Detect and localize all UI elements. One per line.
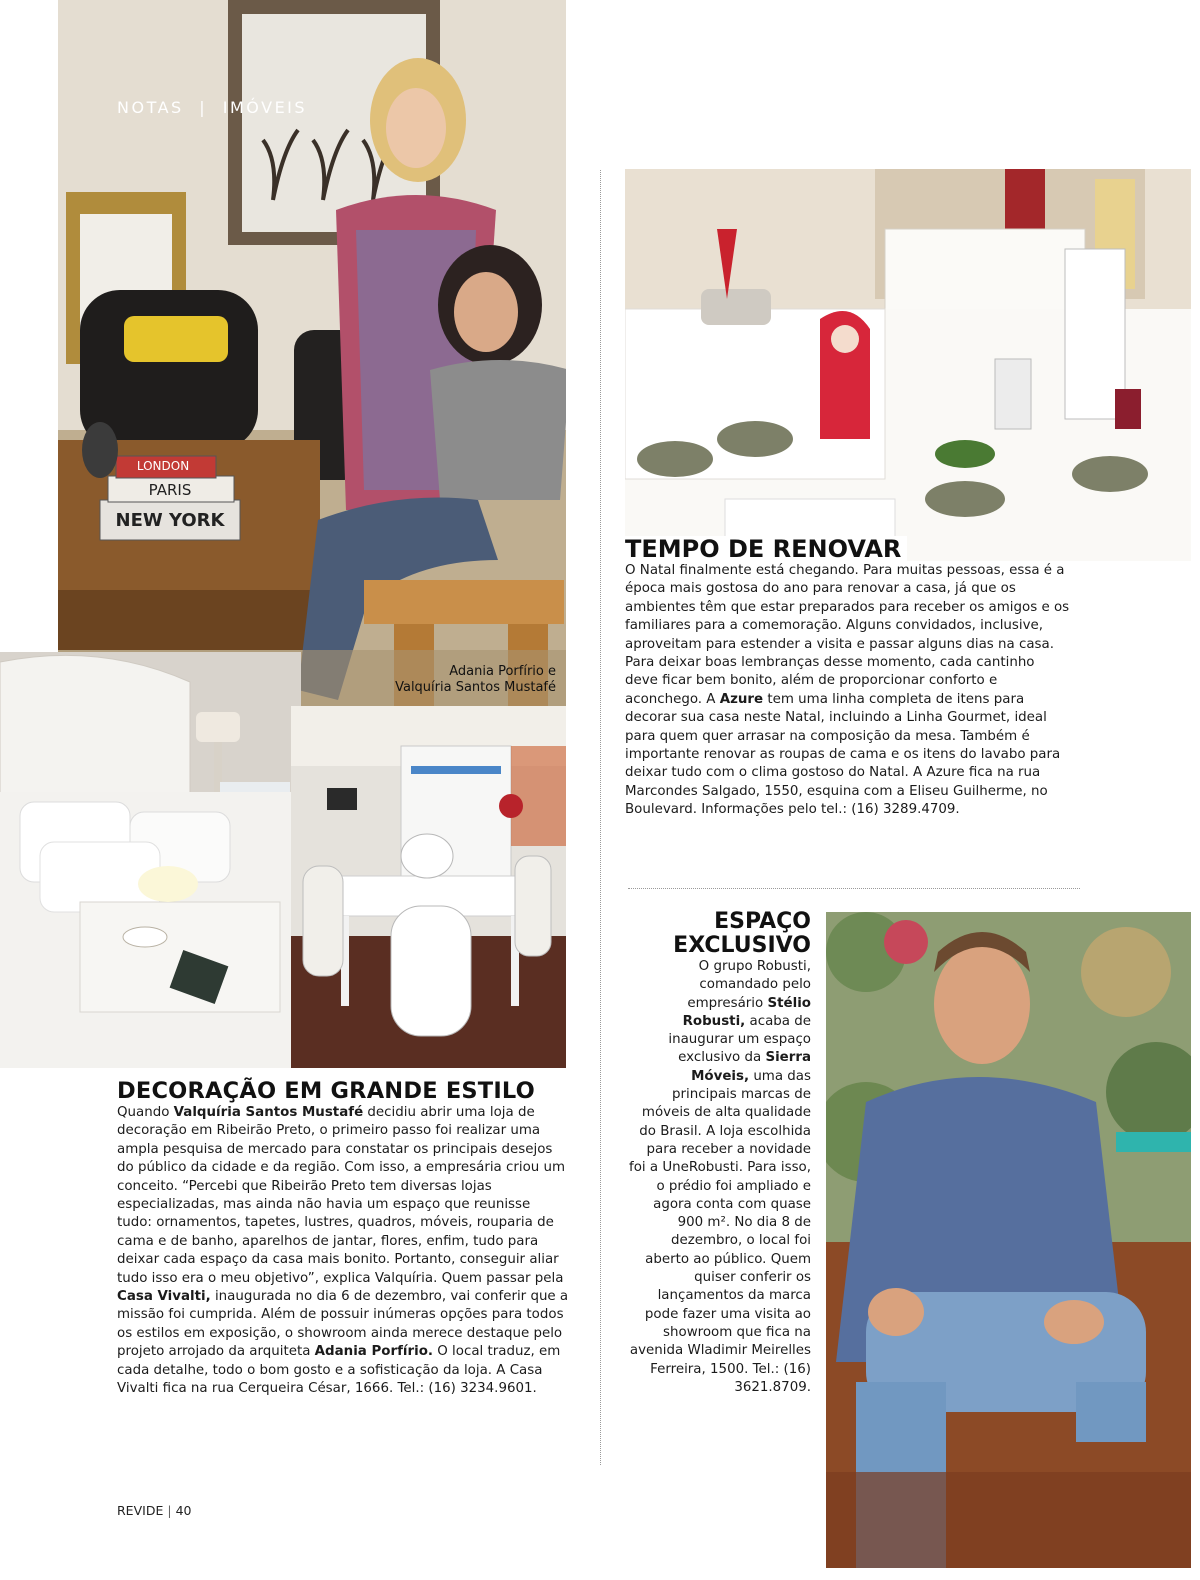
person-name-adania: Adania Porfírio. [314,1344,433,1360]
page-footer [117,1503,191,1518]
article-espaco [628,910,811,1397]
article-decoracao-title: DECORAÇÃO EM GRANDE ESTILO [117,1078,535,1104]
store-name-casa-vivalti: Casa Vivalti, [117,1289,211,1305]
bedroom-photo [0,652,301,1068]
article-tempo-title: TEMPO DE RENOVAR [625,536,907,562]
magazine-name: REVIDE [117,1503,164,1518]
caption-line-2: Valquíria Santos Mustafé [395,680,556,695]
article-tempo [625,536,1070,820]
caption-line-1: Adania Porfírio e [449,664,556,679]
column-divider [600,170,601,1465]
subsection-label: IMÓVEIS [222,98,308,117]
book-label-newyork: NEW YORK [115,510,225,531]
article-espaco-title [628,910,811,958]
article-espaco-title-line-2: EXCLUSIVO [673,933,811,958]
bedroom-photo-illustration [0,652,301,1068]
section-separator: | [199,98,208,117]
section-divider [628,888,1080,889]
article-decoracao-body: Quando Valquíria Santos Mustafé decidiu abrir uma loja de decoração em Ribeirão Preto, o primeiro passo foi realizar uma ampla pesquisa de mercado para constatar os principais desejos do público da cidade e da região. Com isso, a empresária criou um conceito. “Percebi que Ribeirão Preto tem diversas lojas especializadas, mas ainda não havia um espaço que reunisse tudo: ornamentos, tapetes, lustres, quadros, móveis, rouparia de cama e de banho, aparelhos de jantar, flores, enfim, tudo para deixar cada espaço da casa mais bonito. Portanto, conseguir aliar tudo isso era o meu objetivo”, explica Valquíria. Quem passar pela Casa Vivalti, inaugurada no dia 6 de dezembro, vai conferir que a missão foi cumprida. Além de possuir inúmeras opções para todos os estilos em exposição, o showroom ainda merece destaque pelo projeto arrojado da arquiteta Adania Porfírio. O local traduz, em cada detalhe, todo o bom gosto e a sofisticação da loja. A Casa Vivalti fica na rua Cerqueira César, 1666. Tel.: (16) 3234.9601. [117,1105,569,1397]
portrait-photo [826,912,1191,1568]
article-espaco-title-line-1: ESPAÇO [714,909,811,934]
page-number: 40 [175,1503,192,1518]
photo-caption [330,664,556,696]
book-label-london: LONDON [136,459,190,473]
section-label: NOTAS [117,98,184,117]
dining-photo-illustration [291,706,566,1068]
store-name-azure: Azure [719,691,764,707]
portrait-photo-illustration [826,912,1191,1568]
person-name-valquiria: Valquíria Santos Mustafé [173,1105,364,1120]
article-tempo-body: O Natal finalmente está chegando. Para muitas pessoas, essa é a época mais gostosa do ano para renovar a casa, já que os ambientes têm que estar preparados para receber os amigos e os familiares para a comemoração. Alguns convidados, inclusive, aproveitam para estender a visita e passar alguns dias na casa. Para deixar boas lembranças desse momento, cada cantinho deve ficar bem bonito, além de proporcionar conforto e aconchego. A Azure tem uma linha completa de itens para decorar sua casa neste Natal, incluindo a Linha Gourmet, ideal para quem quer arrasar na composição da mesa. Também é importante renovar as roupas de cama e os itens do lavabo para deixar tudo com o clima gostoso do Natal. A Azure fica na rua Marcondes Salgado, 1550, esquina com a Eliseu Guilherme, no Boulevard. Informações pelo tel.: (16) 3289.4709. [625,563,1070,818]
article-espaco-body: O grupo Robusti, comandado pelo empresário Stélio Robusti, acaba de inaugurar um espaço exclusivo da Sierra Móveis, uma das principais marcas de móveis de alta qualidade do Brasil. A loja escolhida para receber a novidade foi a UneRobusti. Para isso, o prédio foi ampliado e agora conta com quase 900 m². No dia 8 de dezembro, o local foi aberto ao público. Quem quiser conferir os lançamentos da marca pode fazer uma visita ao showroom que fica na avenida Wladimir Meirelles Ferreira, 1500. Tel.: (16) 3621.8709. [629,959,811,1395]
section-header [117,98,307,117]
christmas-photo-illustration [625,169,1191,561]
christmas-photo [625,169,1191,561]
brand-name-sierra: Sierra Móveis, [691,1050,811,1084]
article-decoracao [117,1078,569,1399]
dining-photo [291,706,566,1068]
person-name-stelio: Stélio Robusti, [682,995,811,1029]
footer-separator: | [167,1503,172,1518]
book-label-paris: PARIS [148,481,192,499]
